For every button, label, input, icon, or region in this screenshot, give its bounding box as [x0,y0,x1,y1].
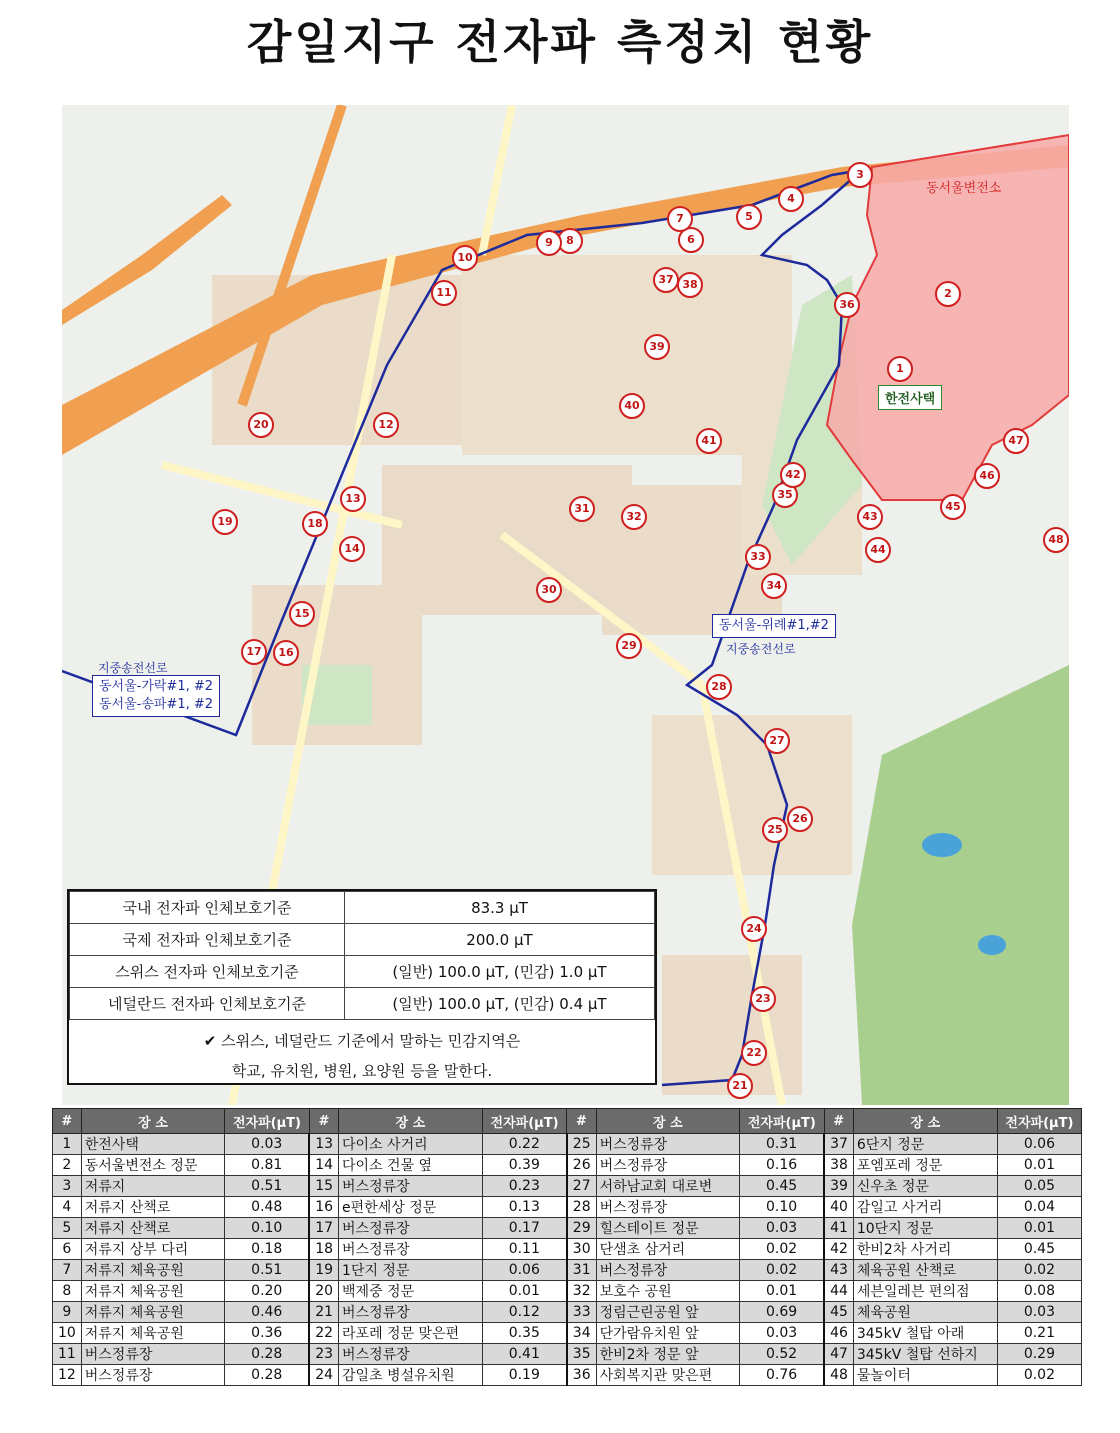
substation-label: 동서울변전소 [926,181,1002,196]
measurement-marker[interactable]: 25 [762,817,788,843]
cell-value: 0.28 [225,1365,310,1386]
pond [978,935,1006,955]
measurement-marker[interactable]: 46 [974,463,1000,489]
cell-value: 0.10 [740,1197,825,1218]
measurement-marker[interactable]: 6 [678,227,704,253]
measurement-marker[interactable]: 29 [616,633,642,659]
cell-no: 1 [53,1134,82,1155]
cell-place: 보호수 공원 [596,1281,739,1302]
cell-no: 24 [309,1365,338,1386]
measurement-marker[interactable]: 44 [865,537,891,563]
measurement-marker[interactable]: 20 [248,412,274,438]
cell-value: 0.45 [997,1239,1081,1260]
cell-no: 28 [567,1197,596,1218]
cell-place: 버스정류장 [596,1197,739,1218]
cell-no: 19 [309,1260,338,1281]
standard-label: 네덜란드 전자파 인체보호기준 [70,988,345,1020]
cell-no: 14 [309,1155,338,1176]
cell-no: 29 [567,1218,596,1239]
table-row [53,1197,1082,1218]
cable-label-left-1: 동서울-가락#1, #2 [99,679,214,694]
cell-no: 39 [824,1176,853,1197]
cell-no: 38 [824,1155,853,1176]
standard-label: 국제 전자파 인체보호기준 [70,924,345,956]
cell-place: 저류지 체육공원 [81,1323,224,1344]
cell-no: 2 [53,1155,82,1176]
measurement-marker[interactable]: 12 [373,412,399,438]
measurement-marker[interactable]: 34 [761,573,787,599]
residential-block [652,715,852,875]
cell-no: 44 [824,1281,853,1302]
header-no: # [309,1109,338,1134]
cell-value: 0.01 [740,1281,825,1302]
cell-place: 감일초 병설유치원 [339,1365,483,1386]
cell-no: 13 [309,1134,338,1155]
standard-value: (일반) 100.0 μT, (민감) 1.0 μT [345,956,655,988]
cell-value: 0.41 [482,1344,567,1365]
page-title: 감일지구 전자파 측정치 현황 [246,15,874,69]
measurement-marker[interactable]: 23 [750,986,776,1012]
cell-no: 33 [567,1302,596,1323]
cell-place: 한전사택 [81,1134,224,1155]
cell-value: 0.51 [225,1176,310,1197]
cell-place: 체육공원 산책로 [853,1260,997,1281]
table-header-row [53,1109,1082,1134]
measurement-marker[interactable]: 8 [557,228,583,254]
cell-place: 정림근린공원 앞 [596,1302,739,1323]
measurement-table [52,1108,1082,1386]
measurement-marker[interactable]: 24 [741,916,767,942]
measurement-marker[interactable]: 33 [745,544,771,570]
cell-place: 저류지 [81,1176,224,1197]
cell-value: 0.06 [997,1134,1081,1155]
cell-no: 46 [824,1323,853,1344]
cell-no: 20 [309,1281,338,1302]
residential-block [662,955,802,1095]
cell-no: 32 [567,1281,596,1302]
standard-label: 스위스 전자파 인체보호기준 [70,956,345,988]
header-no: # [53,1109,82,1134]
cell-place: 버스정류장 [596,1155,739,1176]
cell-value: 0.81 [225,1155,310,1176]
measurement-marker[interactable]: 28 [706,674,732,700]
table-row [53,1218,1082,1239]
cell-value: 0.01 [997,1218,1081,1239]
measurement-marker[interactable]: 26 [787,806,813,832]
cell-value: 0.01 [997,1155,1081,1176]
measurement-marker[interactable]: 11 [431,280,457,306]
cell-no: 37 [824,1134,853,1155]
measurement-marker[interactable]: 48 [1043,527,1069,553]
cell-place: 힐스테이트 정문 [596,1218,739,1239]
table-body [53,1134,1082,1386]
standard-label: 국내 전자파 인체보호기준 [70,892,345,924]
cell-value: 0.45 [740,1176,825,1197]
cell-place: 사회복지관 맞은편 [596,1365,739,1386]
cable-label-left-2: 동서울-송파#1, #2 [99,697,214,712]
table-row [53,1176,1082,1197]
cell-no: 5 [53,1218,82,1239]
cell-no: 41 [824,1218,853,1239]
note-line-1: ✔ 스위스, 네덜란드 기준에서 말하는 민감지역은 [203,1032,521,1050]
cell-place: e편한세상 정문 [339,1197,483,1218]
measurement-marker[interactable]: 21 [727,1073,753,1099]
standard-row [70,956,655,988]
header-no: # [824,1109,853,1134]
cell-place: 345kV 철탑 아래 [853,1323,997,1344]
cell-place: 저류지 산책로 [81,1197,224,1218]
cell-value: 0.46 [225,1302,310,1323]
measurement-marker[interactable]: 45 [940,494,966,520]
forest-area [852,665,1069,1105]
cell-value: 0.36 [225,1323,310,1344]
header-value: 전자파(μT) [225,1109,310,1134]
cell-no: 42 [824,1239,853,1260]
cell-place: 신우초 정문 [853,1176,997,1197]
header-value: 전자파(μT) [482,1109,567,1134]
cell-value: 0.01 [482,1281,567,1302]
cell-place: 다이소 건물 옆 [339,1155,483,1176]
measurement-marker[interactable]: 10 [452,245,478,271]
cell-place: 버스정류장 [81,1344,224,1365]
header-value: 전자파(μT) [997,1109,1081,1134]
cell-place: 버스정류장 [596,1134,739,1155]
residential-block [462,255,792,455]
main-road [162,465,402,525]
cell-place: 단가람유치원 앞 [596,1323,739,1344]
cell-place: 6단지 정문 [853,1134,997,1155]
cell-place: 한비2차 정문 앞 [596,1344,739,1365]
cell-no: 40 [824,1197,853,1218]
cell-place: 1단지 정문 [339,1260,483,1281]
cell-place: 백제중 정문 [339,1281,483,1302]
standard-value: 83.3 μT [345,892,655,924]
table-row [53,1239,1082,1260]
table-row [53,1260,1082,1281]
measurement-marker[interactable]: 47 [1003,428,1029,454]
table-row [53,1323,1082,1344]
header-value: 전자파(μT) [740,1109,825,1134]
cell-place: 345kV 철탑 선하지 [853,1344,997,1365]
header-no: # [567,1109,596,1134]
cable-label-left [92,675,220,717]
cell-no: 12 [53,1365,82,1386]
standard-value: (일반) 100.0 μT, (민감) 0.4 μT [345,988,655,1020]
cell-value: 0.51 [225,1260,310,1281]
cell-no: 31 [567,1260,596,1281]
cell-value: 0.03 [225,1134,310,1155]
measurement-marker[interactable]: 1 [887,356,913,382]
cell-place: 저류지 체육공원 [81,1302,224,1323]
standard-row [70,892,655,924]
measurement-marker[interactable]: 2 [935,281,961,307]
sensitive-area-note [69,1020,655,1086]
cell-no: 25 [567,1134,596,1155]
cell-place: 라포레 정문 맞은편 [339,1323,483,1344]
cell-value: 0.20 [225,1281,310,1302]
measurement-marker[interactable]: 36 [834,292,860,318]
table-row [53,1134,1082,1155]
cell-no: 36 [567,1365,596,1386]
cell-value: 0.03 [997,1302,1081,1323]
cell-place: 물놀이터 [853,1365,997,1386]
measurement-marker[interactable]: 19 [212,509,238,535]
cell-no: 15 [309,1176,338,1197]
cell-value: 0.06 [482,1260,567,1281]
cell-no: 47 [824,1344,853,1365]
cell-no: 34 [567,1323,596,1344]
cell-no: 11 [53,1344,82,1365]
cell-place: 버스정류장 [339,1344,483,1365]
cell-value: 0.10 [225,1218,310,1239]
cell-no: 48 [824,1365,853,1386]
measurement-marker[interactable]: 38 [677,272,703,298]
cell-place: 동서울변전소 정문 [81,1155,224,1176]
cell-no: 45 [824,1302,853,1323]
measurement-marker[interactable]: 35 [772,482,798,508]
cell-value: 0.35 [482,1323,567,1344]
cell-value: 0.03 [740,1323,825,1344]
cell-place: 포엠포레 정문 [853,1155,997,1176]
measurement-marker[interactable]: 5 [736,204,762,230]
cell-place: 다이소 사거리 [339,1134,483,1155]
measurement-marker[interactable]: 18 [302,511,328,537]
cell-no: 18 [309,1239,338,1260]
table-row [53,1365,1082,1386]
expressway [62,195,232,325]
measurement-marker[interactable]: 40 [619,393,645,419]
cell-value: 0.16 [740,1155,825,1176]
measurement-marker[interactable]: 27 [764,728,790,754]
cell-place: 버스정류장 [339,1176,483,1197]
cell-place: 버스정류장 [596,1260,739,1281]
header-place: 장 소 [339,1109,483,1134]
measurement-marker[interactable]: 9 [536,230,562,256]
cell-value: 0.21 [997,1323,1081,1344]
cell-value: 0.08 [997,1281,1081,1302]
measurement-marker[interactable]: 43 [857,504,883,530]
header-place: 장 소 [81,1109,224,1134]
cell-value: 0.22 [482,1134,567,1155]
cable-caption-right: 지중송전선로 [726,642,796,656]
measurement-marker[interactable]: 13 [340,486,366,512]
cell-value: 0.02 [740,1239,825,1260]
measurement-marker[interactable]: 22 [741,1040,767,1066]
cell-no: 10 [53,1323,82,1344]
cell-place: 버스정류장 [339,1302,483,1323]
cell-place: 10단지 정문 [853,1218,997,1239]
cell-no: 4 [53,1197,82,1218]
measurement-marker[interactable]: 3 [847,162,873,188]
cell-no: 43 [824,1260,853,1281]
cell-value: 0.31 [740,1134,825,1155]
cell-no: 35 [567,1344,596,1365]
cell-place: 세븐일레븐 편의점 [853,1281,997,1302]
cell-place: 버스정류장 [339,1239,483,1260]
cell-no: 21 [309,1302,338,1323]
cell-no: 27 [567,1176,596,1197]
measurement-marker[interactable]: 32 [621,504,647,530]
cell-value: 0.02 [997,1365,1081,1386]
pond [922,833,962,857]
cell-value: 0.12 [482,1302,567,1323]
cell-no: 26 [567,1155,596,1176]
cell-value: 0.69 [740,1302,825,1323]
standard-row [70,924,655,956]
measurement-marker[interactable]: 7 [667,206,693,232]
cell-value: 0.17 [482,1218,567,1239]
measurement-marker[interactable]: 17 [241,639,267,665]
cable-caption-left: 지중송전선로 [98,661,168,675]
cell-no: 16 [309,1197,338,1218]
measurement-marker[interactable]: 39 [644,334,670,360]
cell-no: 8 [53,1281,82,1302]
measurement-marker[interactable]: 30 [536,577,562,603]
cell-no: 30 [567,1239,596,1260]
table-row [53,1302,1082,1323]
standard-row [70,988,655,1020]
cell-no: 17 [309,1218,338,1239]
cell-value: 0.18 [225,1239,310,1260]
cell-value: 0.28 [225,1344,310,1365]
cell-place: 버스정류장 [339,1218,483,1239]
cell-value: 0.04 [997,1197,1081,1218]
cell-value: 0.03 [740,1218,825,1239]
cell-no: 9 [53,1302,82,1323]
cell-no: 23 [309,1344,338,1365]
table-row [53,1281,1082,1302]
kepco-house-label: 한전사택 [878,385,942,410]
cell-value: 0.02 [740,1260,825,1281]
cell-place: 저류지 체육공원 [81,1281,224,1302]
measurement-marker[interactable]: 4 [778,186,804,212]
cell-value: 0.11 [482,1239,567,1260]
standard-value: 200.0 μT [345,924,655,956]
measurement-marker[interactable]: 37 [653,267,679,293]
header-place: 장 소 [596,1109,739,1134]
note-line-2: 학교, 유치원, 병원, 요양원 등을 말한다. [231,1062,493,1080]
cell-place: 서하남교회 대로변 [596,1176,739,1197]
measurement-marker[interactable]: 31 [569,496,595,522]
cell-place: 체육공원 [853,1302,997,1323]
standards-table [69,891,655,1020]
cell-value: 0.29 [997,1344,1081,1365]
cell-value: 0.39 [482,1155,567,1176]
cell-place: 버스정류장 [81,1365,224,1386]
cell-value: 0.76 [740,1365,825,1386]
cell-place: 감일고 사거리 [853,1197,997,1218]
cell-place: 저류지 상부 다리 [81,1239,224,1260]
standards-box [67,889,657,1085]
cell-value: 0.05 [997,1176,1081,1197]
measurement-marker[interactable]: 42 [780,462,806,488]
table-row [53,1344,1082,1365]
measurement-marker[interactable]: 15 [289,601,315,627]
cell-value: 0.19 [482,1365,567,1386]
cell-no: 22 [309,1323,338,1344]
table-row [53,1155,1082,1176]
cell-place: 한비2차 사거리 [853,1239,997,1260]
header-place: 장 소 [853,1109,997,1134]
cable-label-right: 동서울-위례#1,#2 [712,614,836,638]
measurement-marker[interactable]: 14 [339,536,365,562]
cell-value: 0.02 [997,1260,1081,1281]
cell-value: 0.23 [482,1176,567,1197]
cell-place: 단샘초 삼거리 [596,1239,739,1260]
cell-value: 0.52 [740,1344,825,1365]
cell-no: 7 [53,1260,82,1281]
cell-no: 6 [53,1239,82,1260]
cell-value: 0.48 [225,1197,310,1218]
cell-place: 저류지 산책로 [81,1218,224,1239]
measurement-marker[interactable]: 16 [273,640,299,666]
cell-place: 저류지 체육공원 [81,1260,224,1281]
measurement-marker[interactable]: 41 [696,428,722,454]
cell-value: 0.13 [482,1197,567,1218]
cell-no: 3 [53,1176,82,1197]
